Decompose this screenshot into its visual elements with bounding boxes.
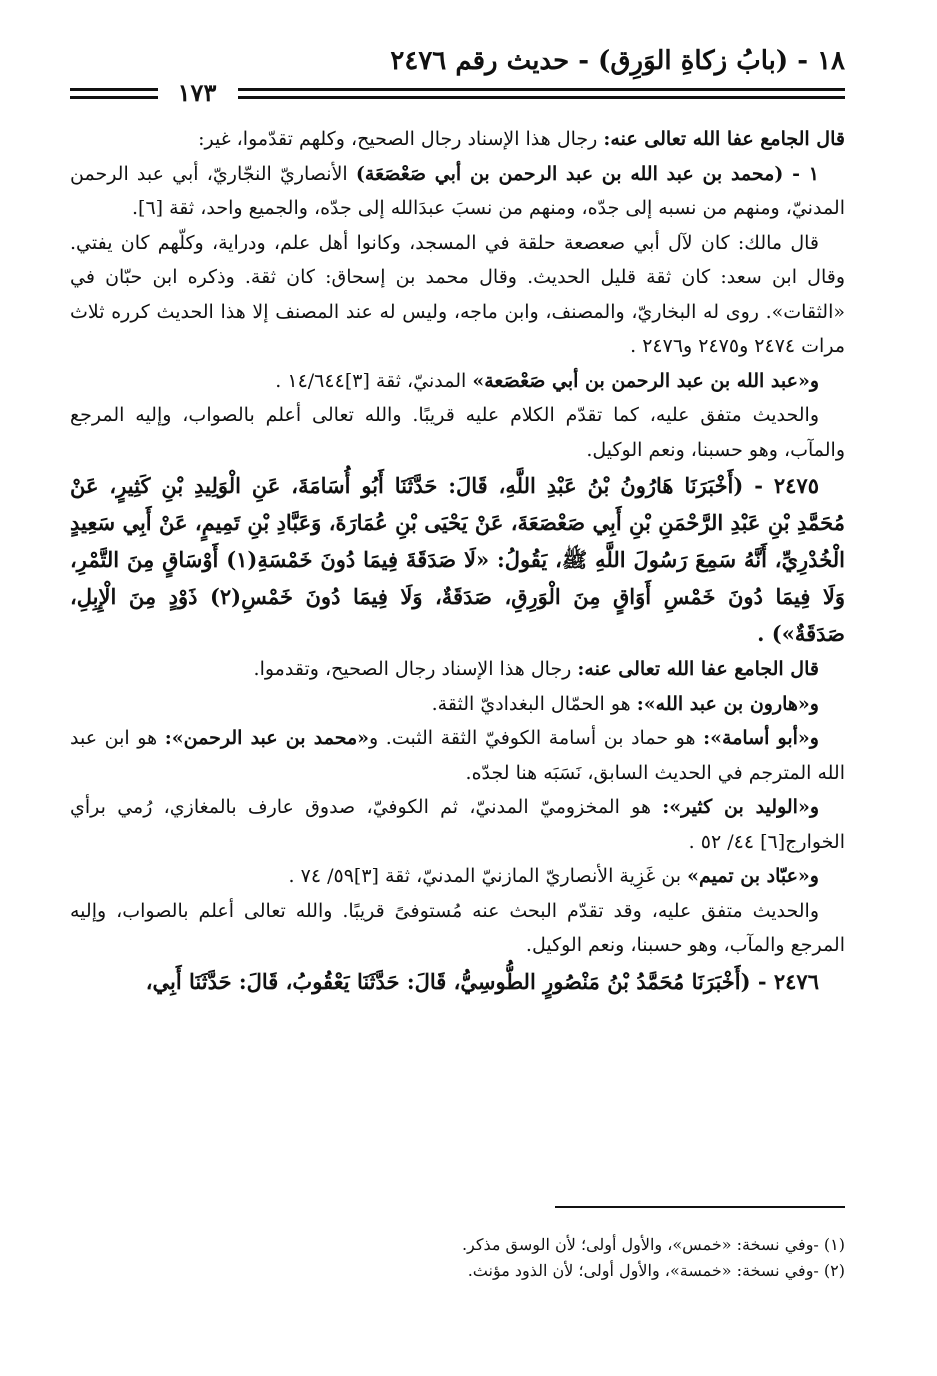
hadith-text: ٢٤٧٦ - (أَخْبَرَنَا مُحَمَّدُ بْنُ مَنْصُورٍ الطُّوسِيُّ، قَالَ: حَدَّثَنَا يَعْقُوبُ، قَالَ: حَدَّثَنَا أَبِي، xyxy=(145,968,819,994)
paragraph-text: رجال هذا الإسناد رجال الصحيح، وكلهم تقدّموا، غير: xyxy=(198,128,604,150)
narrator-entry xyxy=(70,721,845,790)
narrator-text: هو ابن عبد الله المترجم في الحديث السابق، نَسَبَه هنا لجدّه. xyxy=(70,727,845,784)
page-number: ١٧٣ xyxy=(177,78,217,107)
paragraph xyxy=(70,122,845,157)
header-rule xyxy=(70,88,158,91)
paragraph: قال مالك: كان لآل أبي صعصعة حلقة في المسجد، وكانوا أهل علم، ودراية، وكلّهم كان يفتي. وقال ابن سعد: كان ثقة قليل الحديث. وقال محمد بن إسحاق: كان ثقة. وذكره ابن حبّان في «الثقات». روى له البخاريّ، والمصنف، وابن ماجه، وليس له عند المصنف إلا هذا الحديث كرره ثلاث مرات ٢٤٧٤ و٢٤٧٥ و٢٤٧٦ . xyxy=(70,231,845,357)
narrator-name: و«هارون بن عبد الله»: xyxy=(636,692,819,715)
narrator-entry xyxy=(70,790,845,859)
header-rule xyxy=(238,96,845,99)
paragraph: والحديث متفق عليه، وقد تقدّم البحث عنه مُستوفىً قريبًا. والله تعالى أعلم بالصواب، وإليه المرجع والمآب، وهو حسبنا، ونعم الوكيل. xyxy=(70,899,845,956)
narrator-name: و«أبو أسامة»: xyxy=(703,727,819,749)
narrator-name: «محمد بن عبد الرحمن»: xyxy=(164,727,370,749)
narrator-text: الأنصاريّ النجّاريّ، أبي عبد الرحمن المدنيّ، ومنهم من نسبه إلى جدّه، ومنهم من نسبَ عبدَالله إلى جدّه، والجميع واحد، ثقة [٦]. xyxy=(70,162,845,219)
narrator-name: ١ - (محمد بن عبد الله بن عبد الرحمن بن أبي صَعْصَعَة) xyxy=(355,162,819,185)
narrator-text: هو المخزوميّ المدنيّ، ثم الكوفيّ، صدوق عارف بالمغازي، رُمي برأي الخوارج[٦] ٤٤/ ٥٢ . xyxy=(70,796,845,853)
paragraph: والحديث متفق عليه، كما تقدّم الكلام عليه قريبًا. والله تعالى أعلم بالصواب، وإليه المرجع والمآب، وهو حسبنا، ونعم الوكيل. xyxy=(70,404,845,461)
paragraph-lead: قال الجامع عفا الله تعالى عنه: xyxy=(603,128,845,150)
narrator-entry xyxy=(70,859,845,894)
header-rule xyxy=(70,96,158,99)
paragraph xyxy=(70,652,845,687)
paragraph-text: رجال هذا الإسناد رجال الصحيح، وتقدموا. xyxy=(253,658,578,680)
hadith-text: ٢٤٧٥ - (أَخْبَرَنَا هَارُونُ بْنُ عَبْدِ اللَّهِ، قَالَ: حَدَّثَنَا أَبُو أُسَامَةَ، عَنِ الْوَلِيدِ بْنِ كَثِيرٍ، عَنْ مُحَمَّدِ بْنِ عَبْدِ الرَّحْمَنِ بْنِ أَبِي صَعْصَعَةَ، عَنْ يَحْيَى بْنِ عُمَارَةَ، وَعَبَّادِ بْنِ تَمِيمٍ، عَنْ أَبِي سَعِيدٍ الْخُدْرِيِّ، أَنَّهُ سَمِعَ رَسُولَ اللَّهِ ﷺ، يَقُولُ: «لَا صَدَقَةَ فِيمَا دُونَ خَمْسَةِ(١) أَوْسَاقٍ مِنَ التَّمْرِ، وَلَا فِيمَا دُونَ خَمْسِ أَوَاقٍ مِنَ الْوَرِقِ، صَدَقَةٌ، وَلَا فِيمَا دُونَ خَمْسِ(٢) ذَوْدٍ مِنَ الْإِبِلِ، صَدَقَةٌ») . xyxy=(70,473,845,646)
footnote: (٢) -وفي نسخة: «خمسة»، والأول أولى؛ لأن الذود مؤنث. xyxy=(467,1261,845,1280)
footnote: (١) -وفي نسخة: «خمس»، والأول أولى؛ لأن الوسق مذكر. xyxy=(461,1235,845,1254)
footnotes xyxy=(70,1232,845,1284)
narrator-name: و«الوليد بن كثير»: xyxy=(662,796,819,818)
narrator-text: المدنيّ، ثقة [٣]١٤/٦٤٤ . xyxy=(275,369,473,392)
narrator-name: و«عبد الله بن عبد الرحمن بن أبي صَعْصَعة» xyxy=(472,369,819,392)
narrator-entry xyxy=(70,157,845,226)
narrator-text: هو الحمّال البغداديّ الثقة. xyxy=(431,692,637,715)
header-rule xyxy=(238,88,845,91)
narrator-name: و«عبّاد بن تميم» xyxy=(687,865,819,887)
narrator-text: هو حماد بن أسامة الكوفيّ الثقة الثبت. و xyxy=(369,727,704,749)
narrator-entry xyxy=(70,364,845,399)
paragraph-lead: قال الجامع عفا الله تعالى عنه: xyxy=(577,658,819,680)
chapter-header: ١٨ - (بابُ زكاةِ الوَرِق) - حديث رقم ٢٤٧٦ xyxy=(390,46,845,76)
narrator-text: بن غَزِية الأنصاريّ المازنيّ المدنيّ، ثقة [٣]٥٩/ ٧٤ . xyxy=(288,865,688,887)
narrator-entry xyxy=(70,687,845,722)
footnote-divider xyxy=(555,1206,845,1208)
main-text xyxy=(70,122,845,1000)
